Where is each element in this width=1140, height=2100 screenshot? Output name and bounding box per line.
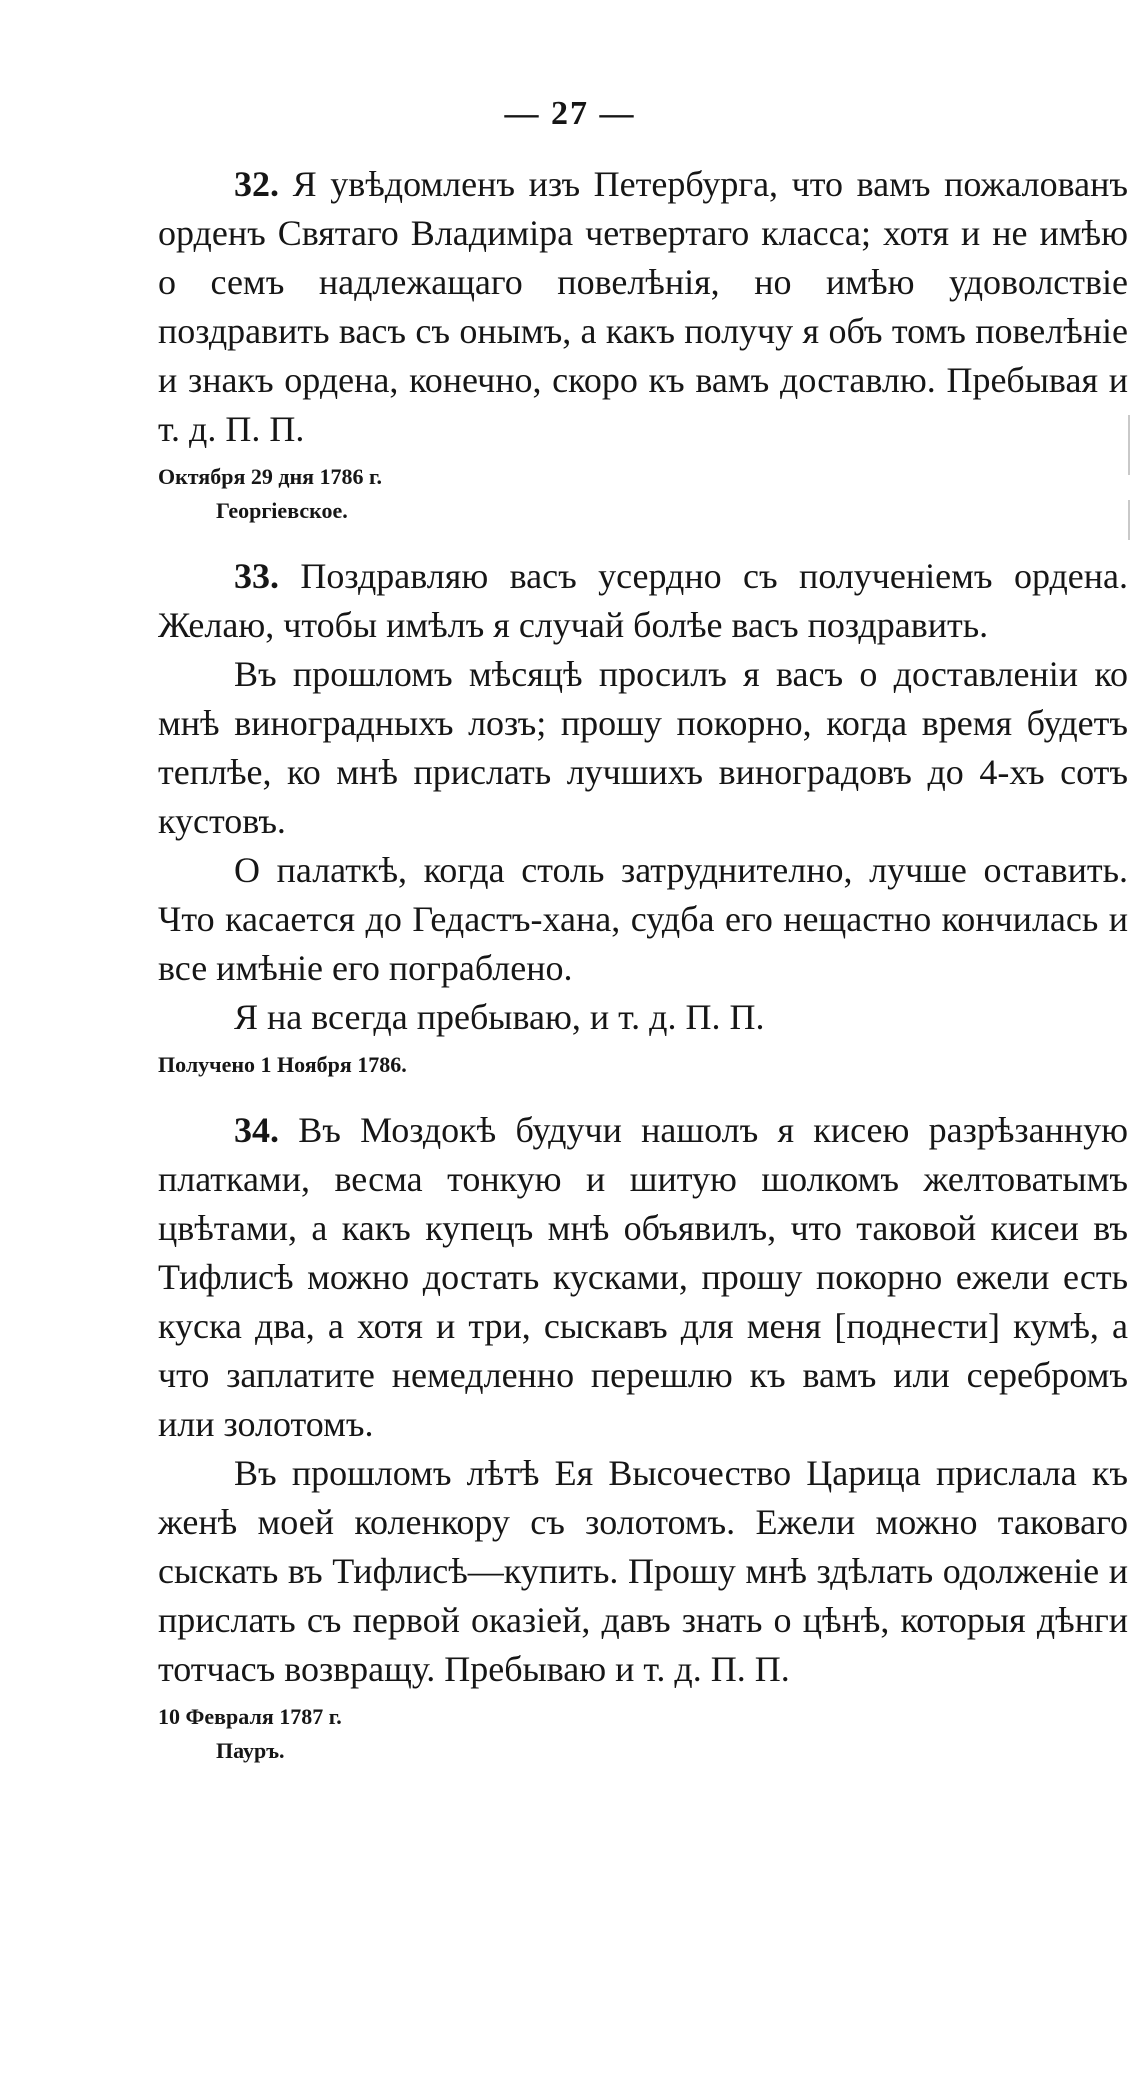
scan-edge-mark: [1128, 500, 1130, 540]
paragraph-text: Въ Моздокѣ будучи нашолъ я кисею разрѣзанную платками, весма тонкую и шитую шолкомъ желтоватымъ цвѣтами, а какъ купецъ мнѣ объявилъ, что таковой кисеи въ Тифлисѣ можно достать кусками, прошу покорно ежели есть куска два, а хотя и три, сыскавъ для меня [поднести] кумѣ, а что заплатите немедленно перешлю къ вамъ или серебромъ или золотомъ.: [158, 1110, 1129, 1444]
letter-date: 10 Февраля 1787 г.: [158, 1704, 342, 1729]
letter-number: 32.: [234, 164, 279, 204]
paragraph-text: Поздравляю васъ усердно съ полученіемъ ордена. Желаю, чтобы имѣлъ я случай болѣе васъ поздравить.: [158, 556, 1129, 645]
letter-date: Получено 1 Ноября 1786.: [158, 1052, 407, 1077]
letter-paragraph: [158, 160, 1128, 454]
letter-place: Пауръ.: [216, 1738, 285, 1763]
page-body: [158, 160, 1128, 1768]
letter-place: Георгіевское.: [216, 498, 348, 523]
scan-edge-mark: [1128, 415, 1130, 475]
letter-date: Октября 29 дня 1786 г.: [158, 464, 383, 489]
page-number: — 27 —: [504, 95, 636, 132]
paragraph-text: Я увѣдомленъ изъ Петербурга, что вамъ пожалованъ орденъ Святаго Владиміра четвертаго класса; хотя и не имѣю о семъ надлежащаго повелѣнія, но имѣю удоволствіе поздравить васъ съ онымъ, а какъ получу я объ томъ повелѣніе и знакъ ордена, конечно, скоро къ вамъ доставлю. Пребывая и т. д. П. П.: [158, 164, 1129, 449]
letter-paragraph: [158, 1106, 1128, 1449]
letter-paragraph: О палаткѣ, когда столь затруднително, лучше оставить. Что касается до Гедастъ-хана, судба его нещастно кончилась и все имѣніе его пограблено.: [158, 850, 1128, 988]
letter-paragraph: Въ прошломъ лѣтѣ Ея Высочество Царица прислала къ женѣ моей коленкору съ золотомъ. Ежели можно таковаго сыскать въ Тифлисѣ—купить. Прошу мнѣ здѣлать одолженіе и прислать съ первой оказіей, давъ знать о цѣнѣ, которыя дѣнги тотчасъ возвращу. Пребываю и т. д. П. П.: [158, 1453, 1128, 1689]
letter-34: [158, 1106, 1128, 1768]
letter-number: 33.: [234, 556, 279, 596]
letter-paragraph: Въ прошломъ мѣсяцѣ просилъ я васъ о доставленіи ко мнѣ виноградныхъ лозъ; прошу покорно, когда время будетъ теплѣе, ко мнѣ прислать лучшихъ виноградовъ до 4-хъ сотъ кустовъ.: [158, 654, 1128, 841]
letter-paragraph: Я на всегда пребываю, и т. д. П. П.: [234, 997, 765, 1037]
letter-paragraph: [158, 552, 1128, 650]
letter-32: [158, 160, 1128, 528]
letter-number: 34.: [234, 1110, 279, 1150]
letter-33: [158, 552, 1128, 1082]
